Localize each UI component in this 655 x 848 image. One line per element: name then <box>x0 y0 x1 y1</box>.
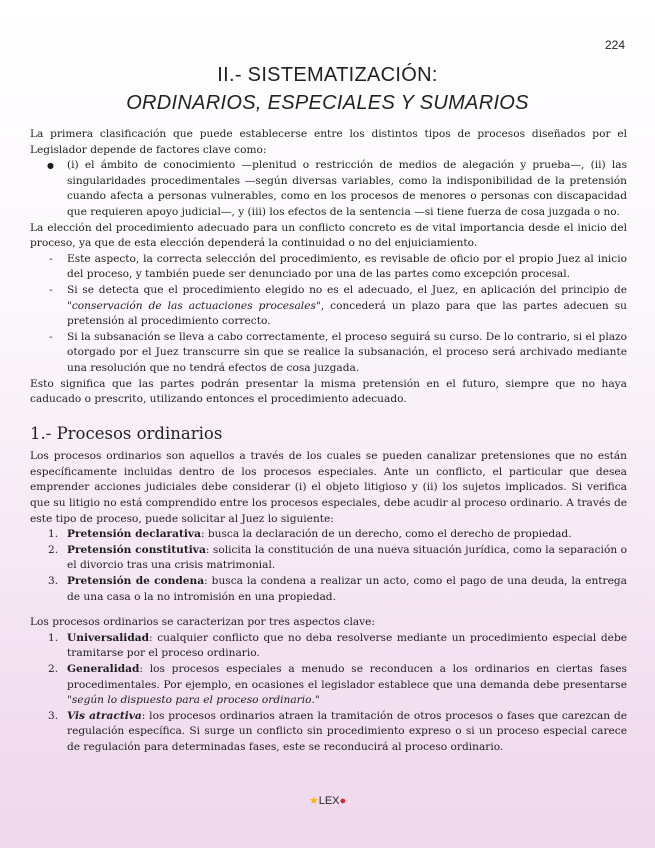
footer-logo <box>0 794 655 807</box>
list-item: ● (i) el ámbito de conocimiento —plenitud o restricción de medios de alegación y prueba—, (ii) las singularidades procedimentales —según diversas variables, como la indisponibilidad de la pretensión cuando afecta a personas vulnerables, como en los procesos de menores o personas con discapacidad que requieren apoyo judicial—, y (iii) los efectos de la sentencia —si tiene fuerza de cosa juzgada o no. <box>30 158 627 220</box>
page-subtitle: ORDINARIOS, ESPECIALES Y SUMARIOS <box>126 92 529 114</box>
intro-paragraph: La primera clasificación que puede establecerse entre los distintos tipos de procesos diseñados por el Legislador depende de factores clave como: <box>30 128 627 156</box>
aspectos-list <box>30 631 627 756</box>
factors-list <box>30 158 627 220</box>
significa-paragraph: Esto significa que las partes podrán presentar la misma pretensión en el futuro, siempre que no haya caducado o prescrito, utilizando entonces el procedimiento adecuado. <box>30 377 627 406</box>
page-title: II.- SISTEMATIZACIÓN: <box>217 64 438 86</box>
ordinarios-intro-paragraph: Los procesos ordinarios son aquellos a través de los cuales se pueden canalizar pretensiones que no están específicamente incluidas dentro de los procesos especiales. Ante un conflicto, el particular que desea emprender acciones judiciales debe considerar (i) el objeto litigioso y (ii) los sujetos implicados. Si verifica que su litigio no está comprendido entre los procesos especiales, debe acudir al proceso ordinario. A través de este tipo de proceso, puede solicitar al Juez lo siguiente: <box>30 450 627 525</box>
document-body <box>30 127 627 756</box>
drop-icon: ● <box>339 795 347 807</box>
list-item: 3. Vis atractiva: los procesos ordinarios atraen la tramitación de otros procesos o fases que carezcan de regulación específica. Si surge un conflicto sin procedimiento expreso o si un proceso especial carece de regulación para determinadas fases, este se reconducirá al proceso ordinario. <box>48 709 627 753</box>
list-item: 2. Generalidad: los procesos especiales a menudo se reconducen a los ordinarios en ciertas fases procedimentales. Por ejemplo, en ocasiones el legislador establece que una demanda debe presentarse "según lo dispuesto para el proceso ordinario." <box>48 663 627 707</box>
aspectos-intro-paragraph: Los procesos ordinarios se caracterizan por tres aspectos clave: <box>30 616 375 629</box>
footer-text: LEX <box>318 795 340 807</box>
list-item: - Si se detecta que el procedimiento elegido no es el adecuado, el Juez, en aplicación del principio de "conservación de las actuaciones procesales", concederá un plazo para que las partes adecuen su pretensión al procedimiento correcto. <box>30 283 627 330</box>
list-item: 1. Universalidad: cualquier conflicto que no deba resolverse mediante un procedimiento especial debe tramitarse por el proceso ordinario. <box>48 631 627 660</box>
list-item: 2. Pretensión constitutiva: solicita la constitución de una nueva situación jurídica, como la separación o el divorcio tras una crisis matrimonial. <box>48 543 628 572</box>
dash-list <box>30 252 627 377</box>
section-heading: 1.- Procesos ordinarios <box>30 423 223 443</box>
list-item: 3. Pretensión de condena: busca la condena a realizar un acto, como el pago de una deuda, la entrega de una casa o la no intromisión en una propiedad. <box>48 575 627 603</box>
list-item: - Este aspecto, la correcta selección del procedimiento, es revisable de oficio por el propio Juez al inicio del proceso, y también puede ser denunciado por una de las partes como excepción procesal. <box>30 252 627 283</box>
list-item: - Si la subsanación se lleva a cabo correctamente, el proceso seguirá su curso. De lo contrario, si el plazo otorgado por el Juez transcurre sin que se realice la subsanación, el proceso será archivado mediante una resolución que no tendrá efectos de cosa juzgada. <box>30 330 627 377</box>
page-number: 224 <box>604 38 625 52</box>
pretensiones-list <box>30 527 627 605</box>
eleccion-paragraph: La elección del procedimiento adecuado para un conflicto concreto es de vital importancia desde el inicio del proceso, ya que de esta elección dependerá la continuidad o no del enjuiciamiento. <box>30 221 627 250</box>
list-item: 1. Pretensión declarativa: busca la declaración de un derecho, como el derecho de propiedad. <box>48 528 572 541</box>
star-icon: ★ <box>308 795 319 807</box>
